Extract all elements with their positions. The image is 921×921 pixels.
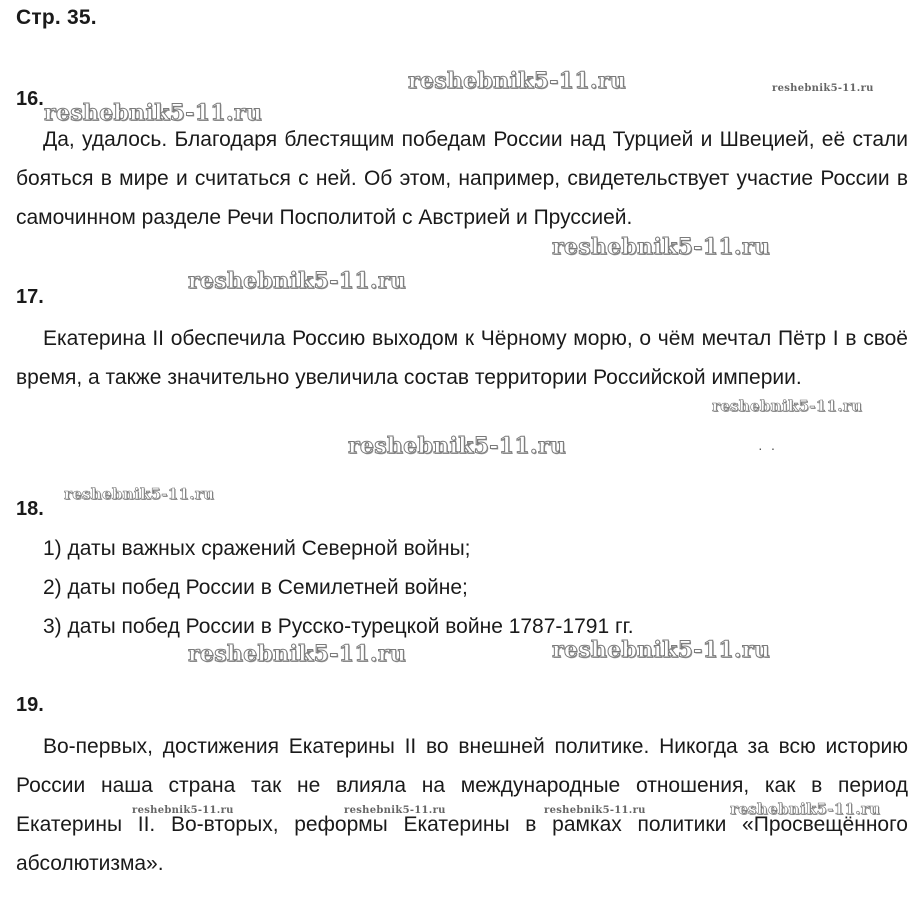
question-number-19: 19. xyxy=(16,694,44,716)
question-number-18: 18. xyxy=(16,498,44,520)
watermark: reshebnik5-11.ru xyxy=(188,641,407,667)
watermark: reshebnik5-11.ru xyxy=(348,433,567,459)
answer-19-text: Во-первых, достижения Екатерины II во внешней политике. Никогда за всю историю России наша страна так не влияла на международные отношения, как в период Екатерины II. Во-вторых, реформы Екатерины в рамках политики «Просвещённого абсолютизма». xyxy=(16,735,908,875)
watermark: reshebnik5-11.ru xyxy=(44,100,263,126)
question-number-17: 17. xyxy=(16,286,44,308)
watermark: reshebnik5-11.ru xyxy=(730,800,881,818)
watermark: reshebnik5-11.ru xyxy=(188,268,407,294)
watermark: reshebnik5-11.ru xyxy=(344,805,446,816)
watermark: reshebnik5-11.ru xyxy=(132,805,234,816)
watermark: reshebnik5-11.ru xyxy=(772,83,874,94)
answer-18-list xyxy=(43,534,634,651)
page-header: Стр. 35. xyxy=(16,6,97,29)
list-item: 1) даты важных сражений Северной войны; xyxy=(43,537,471,560)
list-item: 2) даты побед России в Семилетней войне; xyxy=(43,576,468,599)
watermark: reshebnik5-11.ru xyxy=(544,805,646,816)
watermark: reshebnik5-11.ru xyxy=(552,234,771,260)
watermark: reshebnik5-11.ru xyxy=(712,397,863,415)
watermark: reshebnik5-11.ru xyxy=(408,68,627,94)
watermark: reshebnik5-11.ru xyxy=(552,637,771,663)
watermark: reshebnik5-11.ru xyxy=(64,485,215,503)
list-item: 3) даты побед России в Русско-турецкой войне 1787-1791 гг. xyxy=(43,615,634,638)
decorative-dots: ·· xyxy=(758,440,784,456)
question-number-16: 16. xyxy=(16,88,44,110)
answer-16-text: Да, удалось. Благодаря блестящим победам России над Турцией и Швецией, её стали бояться в мире и считаться с ней. Об этом, например, свидетельствует участие России в самочинном разделе Речи Посполитой с Австрией и Пруссией. xyxy=(16,128,908,229)
answer-17-text: Екатерина II обеспечила Россию выходом к Чёрному морю, о чём мечтал Пётр I в своё время, а также значительно увеличила состав территории Российской империи. xyxy=(16,327,908,389)
